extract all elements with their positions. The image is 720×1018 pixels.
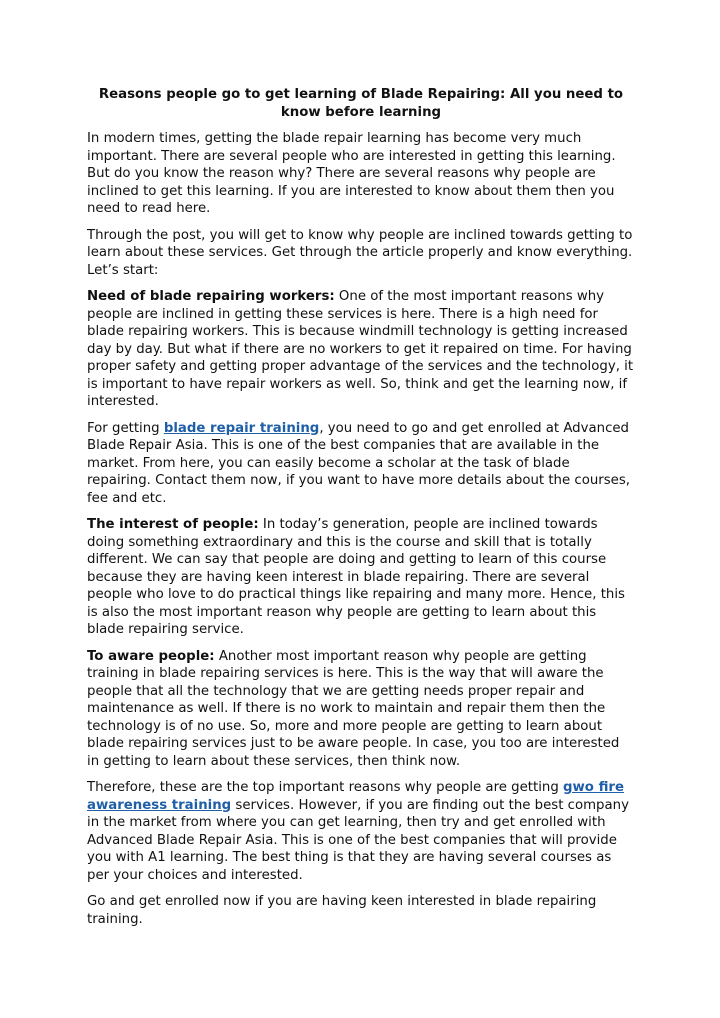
blade-repair-training-link[interactable]: blade repair training <box>163 420 320 436</box>
intro-paragraph: In modern times, getting the blade repair learning has become very much important. There are several people who are interested in getting this learning. But do you know the reason why? There are several reasons why people are inclined to get this learning. If you are interested to know about them then you need to read here. <box>87 131 616 216</box>
document-title: Reasons people go to get learning of Blade Repairing: All you need to know before learning <box>98 87 624 120</box>
section-need-of-workers <box>87 288 635 411</box>
conclusion-paragraph <box>87 779 635 884</box>
section-text: In today’s generation, people are inclined towards doing something extraordinary and this is the course and skill that is totally different. We can say that people are doing and getting to learn of this course because they are having keen interest in blade repairing. There are several people who love to do practical things like repairing and many more. Hence, this is also the most important reason why people are getting to learn about this blade repairing service. <box>87 517 625 637</box>
section-text: One of the most important reasons why people are inclined in getting these services is here. There is a high need for blade repairing workers. This is because windmill technology is getting increased day by day. But what if there are no workers to get it repaired on time. For having proper safety and getting proper advantage of the services and the technology, it is important to have repair workers as well. So, think and get the learning now, if interested. <box>87 289 634 409</box>
paragraph-text: , you need to go and get enrolled at Advanced Blade Repair Asia. This is one of the best companies that are available in the market. From here, you can easily become a scholar at the task of blade repairing. Contact them now, if you want to have more details about the courses, fee and etc. <box>87 420 630 506</box>
section-to-aware-people <box>87 648 635 771</box>
paragraph-text: For getting <box>87 420 164 436</box>
section-heading: Need of blade repairing workers: <box>87 289 335 304</box>
section-heading: To aware people: <box>87 648 215 664</box>
closing-paragraph: Go and get enrolled now if you are having keen interested in blade repairing training. <box>87 894 597 927</box>
paragraph-text: Therefore, these are the top important reasons why people are getting <box>87 780 563 795</box>
gwo-fire-awareness-training-link[interactable]: gwo fire awareness training <box>87 780 624 813</box>
section-text: Another most important reason why people are getting training in blade repairing services is here. This is the way that will aware the people that all the technology that we are getting needs proper repair and maintenance as well. If there is no work to maintain and repair them then the technology is of no use. So, more and more people are getting to learn about blade repairing services just to be aware people. In case, you too are interested in getting to learn about these services, then think now. <box>87 648 620 769</box>
training-link-paragraph <box>87 420 635 508</box>
section-heading: The interest of people: <box>87 517 259 532</box>
lead-in-paragraph: Through the post, you will get to know why people are inclined towards getting to learn about these services. Get through the article properly and know everything. Let’s start: <box>87 227 633 278</box>
paragraph-text: services. However, if you are finding out the best company in the market from where you can get learning, then try and get enrolled with Advanced Blade Repair Asia. This is one of the best companies that will provide you with A1 learning. The best thing is that they are having several courses as per your choices and interested. <box>87 797 629 883</box>
section-interest-of-people <box>87 516 635 639</box>
document-page <box>87 86 635 937</box>
